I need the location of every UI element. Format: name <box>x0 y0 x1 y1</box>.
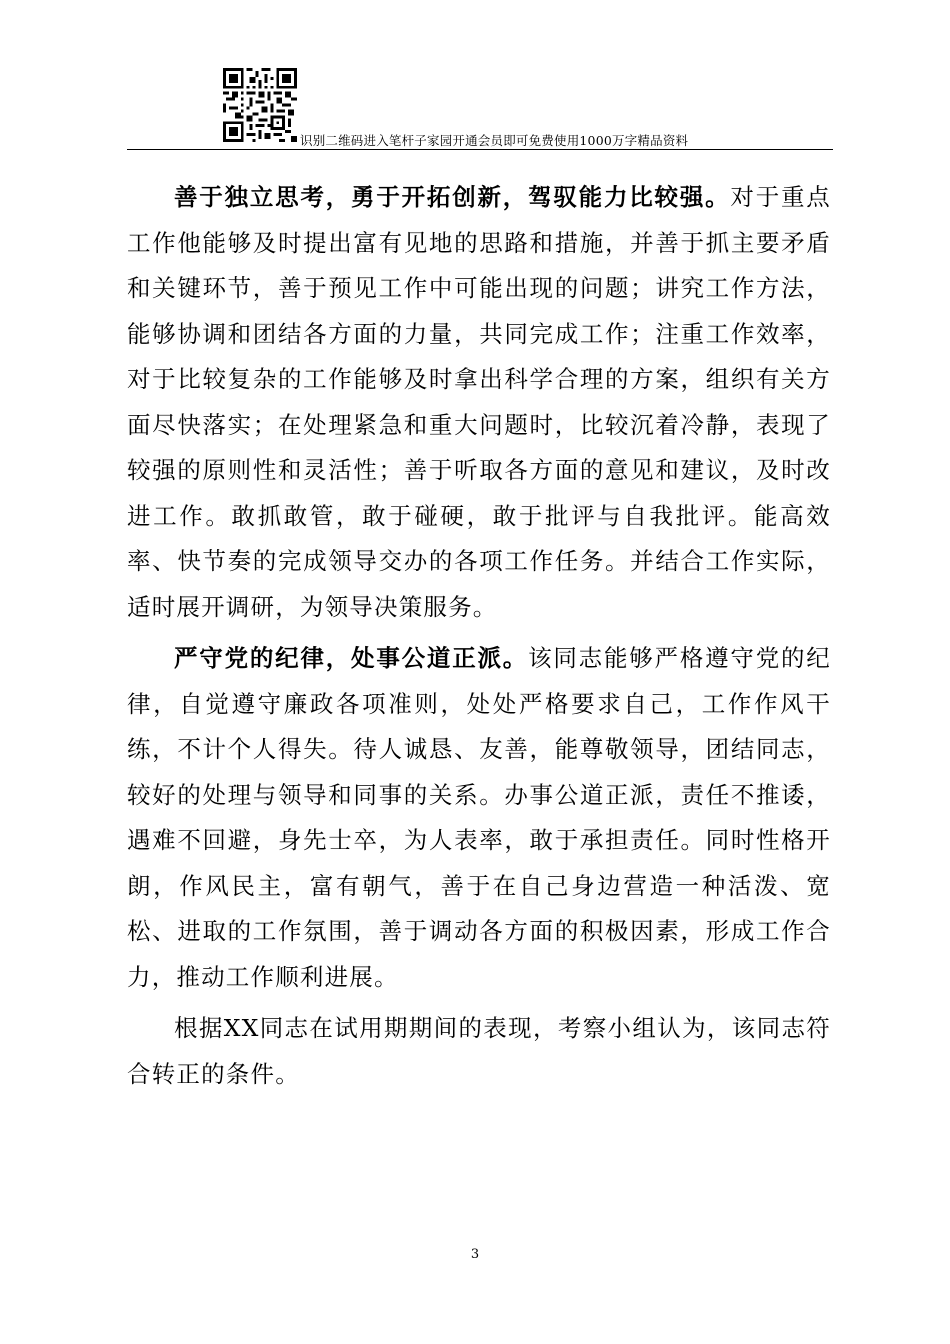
document-body <box>127 175 831 1097</box>
paragraph-3-text: 根据XX同志在试用期期间的表现，考察小组认为，该同志符合转正的条件。 <box>127 1014 831 1088</box>
qr-code-icon[interactable] <box>223 68 297 142</box>
paragraph-2-text: 该同志能够严格遵守党的纪律，自觉遵守廉政各项准则，处处严格要求自己，工作作风干练，不计个人得失。待人诚恳、友善，能尊敬领导，团结同志，较好的处理与领导和同事的关系。办事公道正派，责任不推诿，遇难不回避，身先士卒，为人表率，敢于承担责任。同时性格开朗，作风民主，富有朝气，善于在自己身边营造一种活泼、宽松、进取的工作氛围，善于调动各方面的积极因素，形成工作合力，推动工作顺利进展。 <box>127 644 831 991</box>
paragraph-2 <box>127 636 831 1000</box>
paragraph-1 <box>127 175 831 630</box>
paragraph-3 <box>127 1006 831 1097</box>
paragraph-1-text: 对于重点工作他能够及时提出富有见地的思路和措施，并善于抓主要矛盾和关键环节，善于预见工作中可能出现的问题；讲究工作方法，能够协调和团结各方面的力量，共同完成工作；注重工作效率，对于比较复杂的工作能够及时拿出科学合理的方案，组织有关方面尽快落实；在处理紧急和重大问题时，比较沉着冷静，表现了较强的原则性和灵活性；善于听取各方面的意见和建议，及时改进工作。敢抓敢管，敢于碰硬，敢于批评与自我批评。能高效率、快节奏的完成领导交办的各项工作任务。并结合工作实际，适时展开调研，为领导决策服务。 <box>127 183 831 621</box>
paragraph-2-lead: 严守党的纪律，处事公道正派。 <box>174 644 529 672</box>
paragraph-1-lead: 善于独立思考，勇于开拓创新，驾驭能力比较强。 <box>174 183 731 211</box>
qr-code-graphic <box>223 68 297 142</box>
header-note: 识别二维码进入笔杆子家园开通会员即可免费使用1000万字精品资料 <box>300 133 689 148</box>
page-number: 3 <box>470 1247 480 1262</box>
header-divider <box>127 149 833 150</box>
